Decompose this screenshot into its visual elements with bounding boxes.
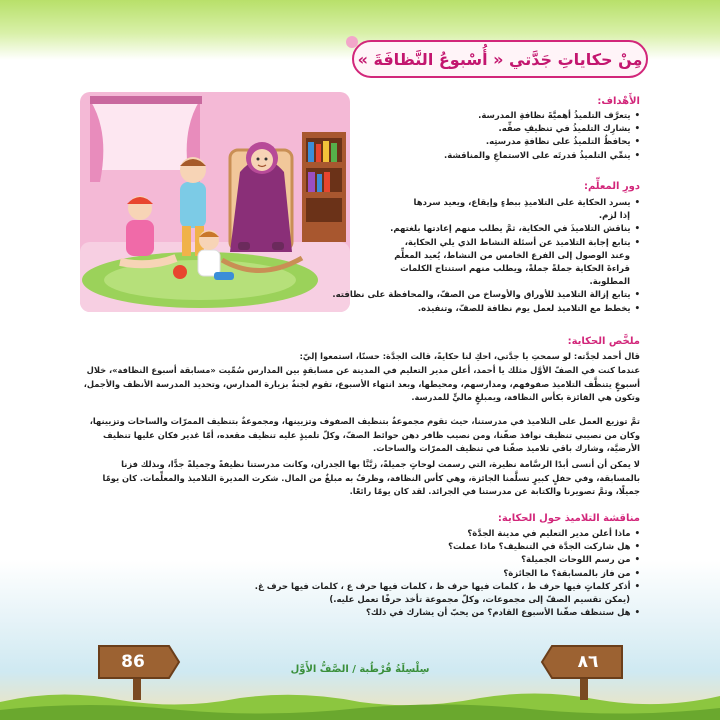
list-item: • من فاز بالمسابقة؟ ما الجائزة؟ <box>180 568 640 581</box>
page-number-left <box>97 646 169 686</box>
list-item: • ينمِّي التلميذُ قدرتَه على الاستماعِ والمناقشة. <box>400 150 640 163</box>
teacher-role-list <box>240 197 640 316</box>
objectives-list <box>400 110 640 163</box>
objectives-heading: الأَهْداف: <box>597 96 640 107</box>
summary-intro: قال أحمد لجدَّته: لو سمحتِ يا جدَّتي، احكِ لنا حكايةً، قالت الجدَّة: حسنًا، استمعوا إليّ: <box>299 351 640 361</box>
list-item: • يسرد الحكاية على التلاميذِ ببطءٍ وإيقاع، ويعيد سردها <box>240 197 640 210</box>
summary-heading: ملخَّص الحكاية: <box>567 336 640 347</box>
list-item: • يناقش التلاميذَ في الحكاية، ثمَّ يطلب منهم إعادتها بلغتهم. <box>240 223 640 236</box>
series-footer: سِلْسِلَةُ قُرْطُبة / الصَّفُّ الأَوَّل <box>290 664 430 675</box>
list-item: • من رسم اللوحات الجميلة؟ <box>180 554 640 567</box>
list-item: إذا لزم. <box>598 211 630 222</box>
summary-paragraph: عندما كنت في الصفّ الأوَّل مثلك يا أحمد، أعلن مدير التعليم في المدينة عن مسابقةٍ بين المدارس سُمِّيت «مسابقة أسبوع النظافة»، خلال أسبوعٍ يتنظَّف التلاميذ صفوفهم، ومدارسهم، ومحيطها، وبعد انتهاء الأسبوع، تقوم لجنةٌ بزيارة المدارس، وتحديد المدرسة الأنظف والأجمل، وتكون هي الفائزة بكأس النظافة، ويمبلغٍ ماليٍّ للمدرسة. <box>83 365 640 403</box>
summary-paragraph: لا يمكن أن أنسى أبدًا الرسَّامة نظيرة، التي رسمت لوحاتٍ جميلةً، زيَّنَّا بها الجدران، وكانت مدرستنا نظيفةً وجميلةً جدًّا، وبذلك فزنا بالمسابقة، وفي حفلٍ كبيرٍ تسلَّمنا الجائزة، وهي كأس النظافة، وظرفٌ به مبلغٌ من المال. شكرت المديرة التلاميذ والمعلِّمات. كان يومًا جميلًا، وتمَّ تصويرنا والكتابة عن مدرستنا في الجرائد. لقد كان يومًا رائعًا. <box>102 459 640 497</box>
list-item: • يشارِك التلميذُ في تنظيفِ صفِّه. <box>400 123 640 136</box>
page-number-right-text: ٨٦ <box>577 652 599 672</box>
discussion-heading: مناقشة التلاميذ حول الحكاية: <box>497 513 640 524</box>
list-item: (يمكن تقسيم الصفّ إلى مجموعات، وكلّ مجموعة تأخذ حرفًا تعمل عليه.) <box>329 595 630 606</box>
list-item: • يتعرَّف التلميذُ أهميَّةَ نظافةِ المدرسة. <box>400 110 640 123</box>
list-item: • يتابع إزالة التلاميذ للأوراق والأوساخ من الصفّ، والمحافظة على نظافته. <box>240 289 640 302</box>
page-title-banner <box>352 40 648 78</box>
list-item: • هل شاركت الجدَّة في التنظيف؟ ماذا عملت؟ <box>180 541 640 554</box>
list-item: المطلوبة. <box>589 277 630 288</box>
list-item: • أذكر كلماتٍ فيها حرف ط ، كلمات فيها حرف ظ ، كلمات فيها حرف ع ، كلمات فيها حرف غ. <box>180 581 640 594</box>
page-number-right <box>552 646 624 686</box>
list-item: • يحافظُ التلميذُ على نظافةِ مدرستِه. <box>400 136 640 149</box>
list-item: • يخطط مع التلاميذ لعمل يوم نظافة للصفّ، وتنفيذه. <box>240 303 640 316</box>
page-number-left-text: 86 <box>121 652 145 672</box>
discussion-list <box>180 528 640 620</box>
teacher-role-heading: دورِ المعلِّم: <box>583 181 640 192</box>
list-item: وعند الوصول إلى الفرع الخامس من النشاط، يُعيد المعلِّم <box>394 250 630 261</box>
list-item: • هل ستنظف صفّنا الأسبوع القادم؟ من يحبّ أن يشارك في ذلك؟ <box>180 607 640 620</box>
list-item: قراءةَ الحكاية جملةً جملةً، ويطلب منهم استنتاج الكلمات <box>400 264 630 275</box>
list-item: • يتابع إجابة التلاميذ عن أسئلة النشاط الذي يلي الحكاية، <box>240 237 640 250</box>
list-item: • ماذا أعلن مدير التعليم في مدينة الجدَّة؟ <box>180 528 640 541</box>
page-title: مِنْ حكاياتِ جَدَّتي « أُسْبوعُ النَّظافَةَ » <box>357 49 643 69</box>
summary-paragraph: تمَّ توزيع العمل على التلاميذ في مدرستنا، حيث تقوم مجموعةٌ بتنظيف الصفوف وتزيينها، ومجموعةٌ بتنظيف الممرّات والساحات وتزيينها، وكان من نصيبي تنظيف نوافذ صفّنا، ومن نصيب ظافر دهن حوائط الصفّ، وكلّ تلميذٍ عليه تنظيف مقعده، أمّا غدير فكان عليها تنظيف الأرضيَّة، وشارك باقي تلاميذ صفّنا في تنظيف الممرّات والساحات. <box>89 416 640 454</box>
